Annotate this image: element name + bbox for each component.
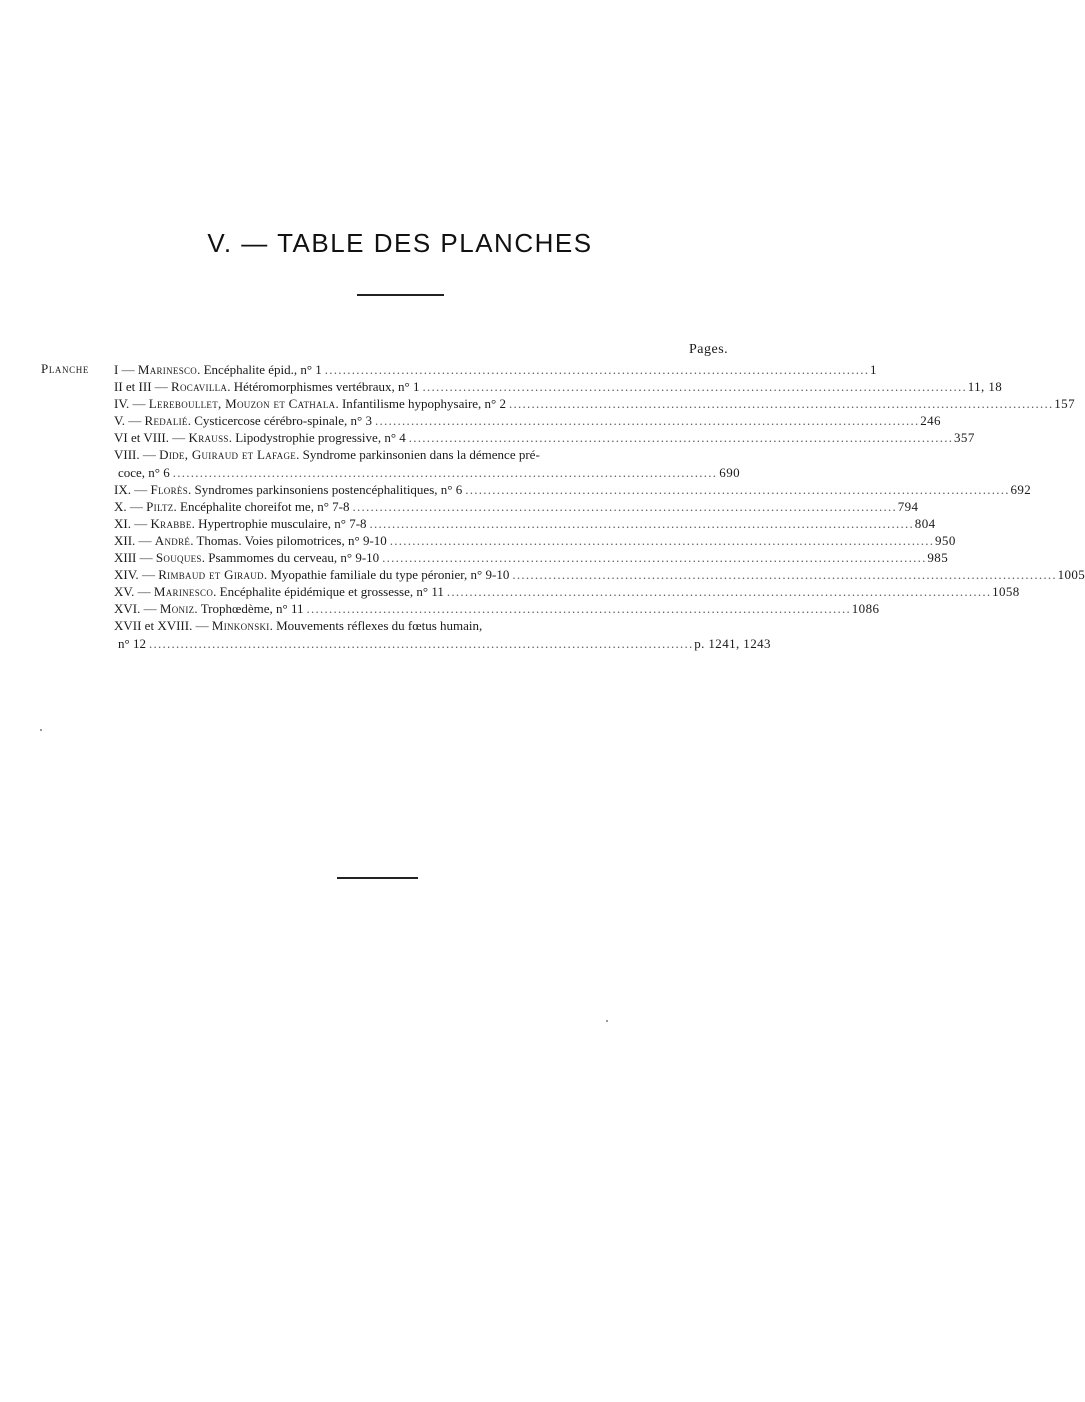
plate-number: IX.: [114, 481, 131, 497]
plate-entry: [114, 600, 880, 617]
plate-page: 1: [870, 362, 877, 377]
plate-page: 1058: [992, 584, 1020, 600]
plate-page: 985: [927, 550, 949, 566]
plate-number: IV.: [114, 396, 130, 412]
plate-entry-text: VI et VIII. — Krauss. Lipodystrophie progressive, n° 4: [114, 430, 406, 446]
plate-entry-text: IX. — Florès. Syndromes parkinsoniens postencéphalitiques, n° 6: [114, 481, 463, 497]
plate-entry: [114, 361, 877, 378]
plate-entry-text: XIII — Souques. Psammomes du cerveau, n° 9-10: [114, 550, 380, 566]
plate-entry-text: XIV. — Rimbaud et Giraud. Myopathie familiale du type péronier, n° 9-10: [114, 567, 510, 583]
plate-title: Cysticercose cérébro-spinale, n° 3: [194, 413, 372, 429]
dot-leader: [375, 412, 917, 429]
dot-leader: [512, 566, 1054, 583]
plate-number: XI.: [114, 515, 131, 531]
plate-label: Planche: [41, 361, 89, 376]
plate-page: 357: [954, 430, 975, 446]
plate-authors: André: [154, 532, 191, 548]
plate-authors: Rimbaud et Giraud: [158, 567, 264, 583]
speck: [40, 729, 42, 731]
plate-title: Encéphalite épid., n° 1: [203, 362, 322, 377]
plate-number: I: [114, 362, 119, 377]
dot-leader: [325, 361, 867, 378]
plate-title: Encéphalite choreifot me, n° 7-8: [180, 498, 350, 514]
plate-number: XVI.: [114, 601, 141, 617]
plate-title: Myopathie familiale du type péronier, n° 9-10: [270, 567, 510, 583]
plate-title: Encéphalite épidémique et grossesse, n° 11: [219, 584, 444, 600]
plate-entry-text: XV. — Marinesco. Encéphalite épidémique et grossesse, n° 11: [114, 584, 444, 600]
plate-authors: Moniz: [159, 601, 195, 617]
plate-entry: [114, 412, 941, 429]
plate-page: 794: [897, 498, 919, 514]
plate-title-continuation: n° 12: [118, 635, 146, 651]
dot-leader: [353, 498, 895, 515]
plate-authors: Minkonski: [211, 618, 270, 634]
plate-title: Mouvements réflexes du fœtus humain,: [276, 618, 483, 634]
dot-leader: [509, 395, 1051, 412]
plate-entry-text: V. — Redalié. Cysticercose cérébro-spinale, n° 3: [114, 413, 372, 429]
plate-title: Lipodystrophie progressive, n° 4: [235, 430, 406, 446]
dot-leader: [422, 378, 964, 395]
plate-authors: Piltz: [146, 498, 174, 514]
dot-leader: [447, 583, 989, 600]
plate-entry: [114, 429, 975, 446]
end-rule: [337, 877, 418, 879]
plate-page: 1005: [1057, 567, 1085, 583]
plate-title: Trophœdème, n° 11: [200, 601, 304, 617]
plate-entry: [114, 549, 949, 566]
plate-number: X.: [114, 498, 127, 514]
plate-entry-text: I — Marinesco. Encéphalite épid., n° 1: [114, 362, 322, 377]
plate-title: Hétéromorphismes vertébraux, n° 1: [233, 379, 420, 395]
plate-entry-text: XVII et XVIII. — Minkonski. Mouvements réflexes du fœtus humain,: [114, 618, 483, 634]
plate-page: 11, 18: [967, 379, 1003, 395]
plate-entry: [114, 617, 740, 634]
plate-entry: [114, 532, 956, 549]
dot-leader: [370, 515, 912, 532]
plate-entry: [114, 583, 1020, 600]
plate-entry-continuation: [114, 464, 740, 481]
plate-title: Syndrome parkinsonien dans la démence pré-: [302, 447, 540, 463]
plate-entry-text: X. — Piltz. Encéphalite choreifot me, n° 7-8: [114, 498, 350, 514]
plate-entry: [114, 498, 919, 515]
plate-entry-continuation: [114, 635, 771, 652]
plate-page: p. 1241, 1243: [694, 635, 771, 651]
plate-title-continuation: coce, n° 6: [118, 464, 170, 480]
plate-number: II et III: [114, 379, 152, 395]
plate-authors: Lereboullet, Mouzon et Cathala: [148, 396, 336, 412]
plate-number: VIII.: [114, 447, 140, 463]
plate-entry: [114, 515, 936, 532]
plate-entry: [114, 446, 740, 463]
plate-number: XVII et XVIII.: [114, 618, 193, 634]
plate-entry: [114, 395, 1075, 412]
plate-page: 692: [1010, 481, 1032, 497]
plate-authors: Souques: [155, 550, 202, 566]
dot-leader: [465, 481, 1007, 498]
plate-number: XV.: [114, 584, 135, 600]
plate-authors: Redalié: [144, 413, 188, 429]
dot-leader: [149, 635, 691, 652]
plate-number: VI et VIII.: [114, 430, 169, 446]
pages-column-header: Pages.: [689, 342, 729, 357]
plate-authors: Florès: [150, 481, 189, 497]
plate-page: 804: [914, 515, 936, 531]
dot-leader: [409, 429, 951, 446]
title-rule: [357, 294, 444, 296]
speck: [606, 1020, 608, 1022]
plate-authors: Dide, Guiraud et Lafage: [159, 447, 297, 463]
plate-entry-text: II et III — Rocavilla. Hétéromorphismes vertébraux, n° 1: [114, 379, 420, 395]
plate-page: 246: [920, 413, 941, 429]
plate-entry-text: XI. — Krabbe. Hypertrophie musculaire, n° 7-8: [114, 515, 367, 531]
plate-number: XII.: [114, 532, 136, 548]
dot-leader: [382, 549, 924, 566]
page-title: V. — TABLE DES PLANCHES: [207, 228, 593, 258]
plate-page: 690: [719, 464, 740, 480]
plate-authors: Marinesco: [153, 584, 214, 600]
plate-authors: Rocavilla: [171, 379, 228, 395]
plate-entry-text: XII. — André. Thomas. Voies pilomotrices, n° 9-10: [114, 532, 387, 548]
plate-title: Infantilisme hypophysaire, n° 2: [341, 396, 507, 412]
plate-entry-text: IV. — Lereboullet, Mouzon et Cathala. Infantilisme hypophysaire, n° 2: [114, 396, 507, 412]
plate-number: V.: [114, 413, 125, 429]
plate-entry: [114, 378, 1003, 395]
dot-leader: [173, 464, 717, 481]
dot-leader: [390, 532, 932, 549]
plate-entry: [114, 566, 1085, 583]
plate-authors: Krabbe: [150, 515, 192, 531]
plate-number: XIV.: [114, 567, 139, 583]
dot-leader: [307, 600, 849, 617]
plate-title: Thomas. Voies pilomotrices, n° 9-10: [196, 532, 387, 548]
plate-title: Syndromes parkinsoniens postencéphalitiques, n° 6: [194, 481, 463, 497]
plate-authors: Krauss: [188, 430, 229, 446]
plate-title: Psammomes du cerveau, n° 9-10: [208, 550, 380, 566]
plate-authors: Marinesco: [137, 362, 198, 377]
plate-page: 1086: [851, 601, 880, 617]
plate-entry: [114, 481, 1032, 498]
plate-title: Hypertrophie musculaire, n° 7-8: [198, 515, 367, 531]
plates-table: [114, 361, 1085, 652]
plate-page: 950: [935, 532, 956, 548]
plate-entry-text: XVI. — Moniz. Trophœdème, n° 11: [114, 601, 304, 617]
plate-entry-text: VIII. — Dide, Guiraud et Lafage. Syndrome parkinsonien dans la démence pré-: [114, 447, 540, 463]
plate-number: XIII: [114, 550, 137, 566]
plate-page: 157: [1054, 396, 1075, 412]
